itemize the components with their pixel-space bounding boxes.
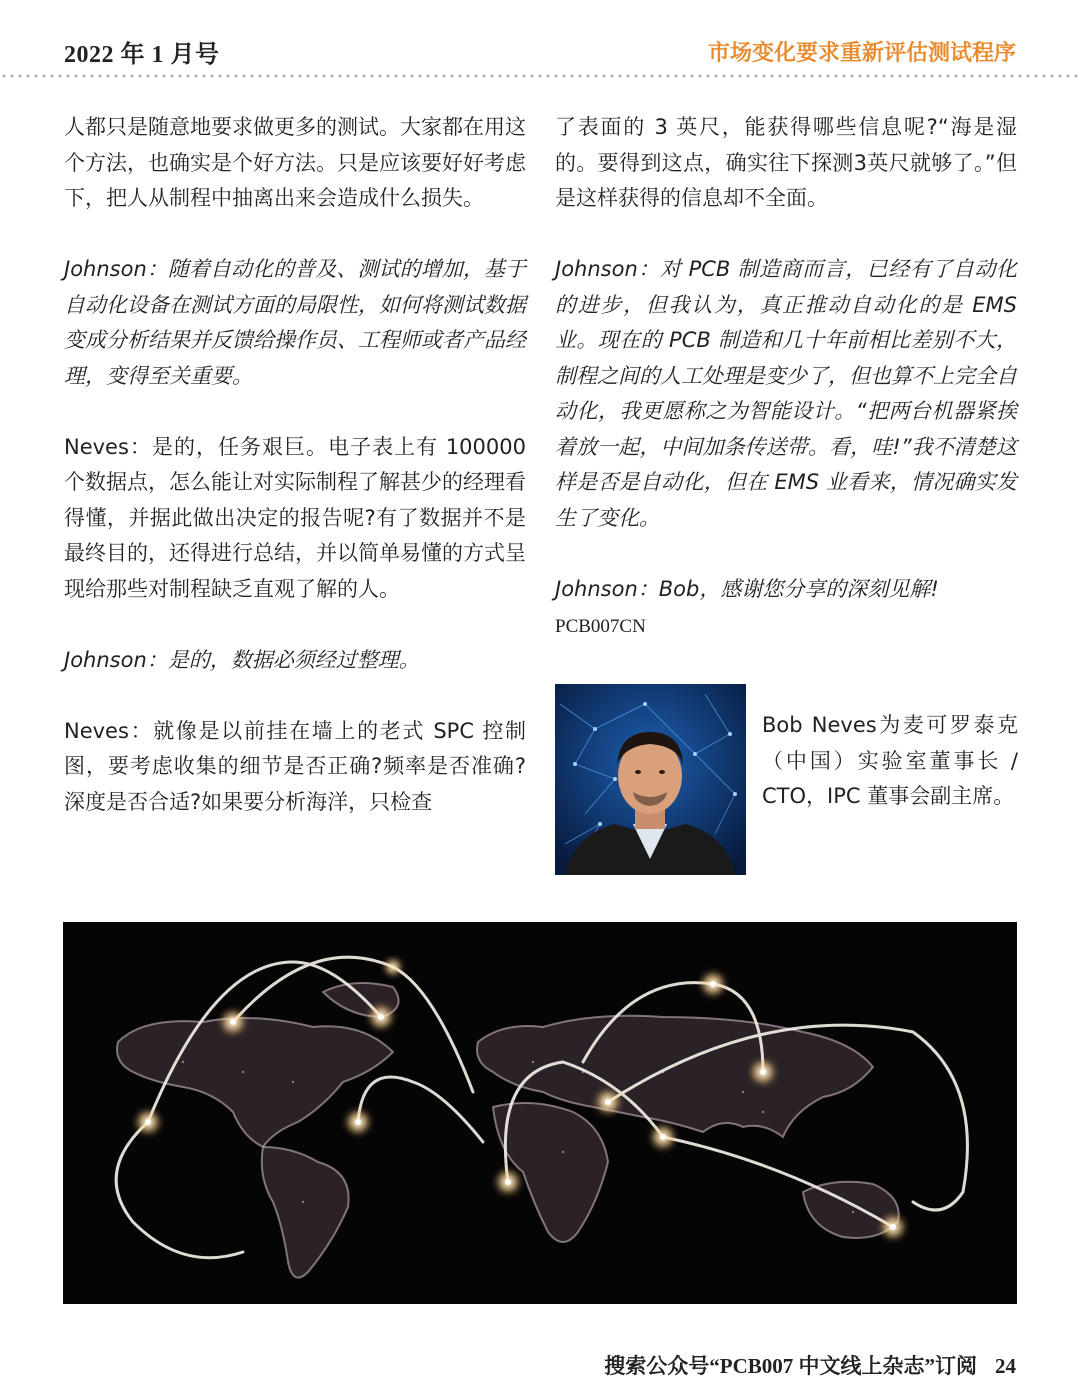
author-bio: Bob Neves为麦可罗泰克（中国）实验室董事长 / CTO，IPC 董事会副主席。 [762, 713, 1018, 808]
author-credit: PCB007CN [555, 615, 646, 637]
page-number: 24 [995, 1354, 1016, 1378]
paragraph: Johnson：是的，数据必须经过整理。 [64, 647, 420, 672]
paragraph: Johnson：随着自动化的普及、测试的增加，基于自动化设备在测试方面的局限性，如何将测试数据变成分析结果并反馈给操作员、工程师或者产品经理，变得至关重要。 [64, 257, 526, 388]
issue-date: 2022 年 1 月号 [64, 42, 220, 68]
paragraph: Neves：就像是以前挂在墙上的老式 SPC 控制图，要考虑收集的细节是否正确?频率是否准确?深度是否合适?如果要分析海洋，只检查 [64, 718, 526, 814]
page-footer [604, 1350, 1016, 1380]
right-column [555, 110, 1017, 676]
paragraph: Johnson：Bob，感谢您分享的深刻见解! [555, 576, 939, 601]
paragraph: Johnson：对 PCB 制造商而言，已经有了自动化的进步，但我认为，真正推动自动化的是 EMS 业。现在的 PCB 制造和几十年前相比差别不大，制程之间的人工处理是变少了，但也算不上完全自动化，我更愿称之为智能设计。“把两台机器紧挨着放一起，中间加条传送带。看，哇!”我不清楚这样是否是自动化，但在 EMS 业看来，情况确实发生了变化。 [555, 257, 1017, 530]
left-column [64, 110, 526, 856]
world-map-graphic [63, 922, 1017, 1304]
portrait-image [555, 684, 746, 875]
header-divider [0, 74, 1080, 78]
world-network-image [63, 922, 1017, 1304]
paragraph: Neves：是的，任务艰巨。电子表上有 100000 个数据点，怎么能让对实际制程了解甚少的经理看得懂，并据此做出决定的报告呢?有了数据并不是最终目的，还得进行总结，并以简单易懂的方式呈现给那些对制程缺乏直观了解的人。 [64, 434, 526, 601]
article-running-title: 市场变化要求重新评估测试程序 [707, 41, 1016, 66]
paragraph: 人都只是随意地要求做更多的测试。大家都在用这个方法，也确实是个好方法。只是应该要好好考虑下，把人从制程中抽离出来会造成什么损失。 [64, 115, 526, 210]
author-portrait [555, 684, 746, 875]
subscribe-note: 搜索公众号“PCB007 中文线上杂志”订阅 [604, 1354, 977, 1378]
paragraph: 了表面的 3 英尺，能获得哪些信息呢?“海是湿的。要得到这点，确实往下探测3英尺就够了。”但是这样获得的信息却不全面。 [555, 115, 1017, 210]
